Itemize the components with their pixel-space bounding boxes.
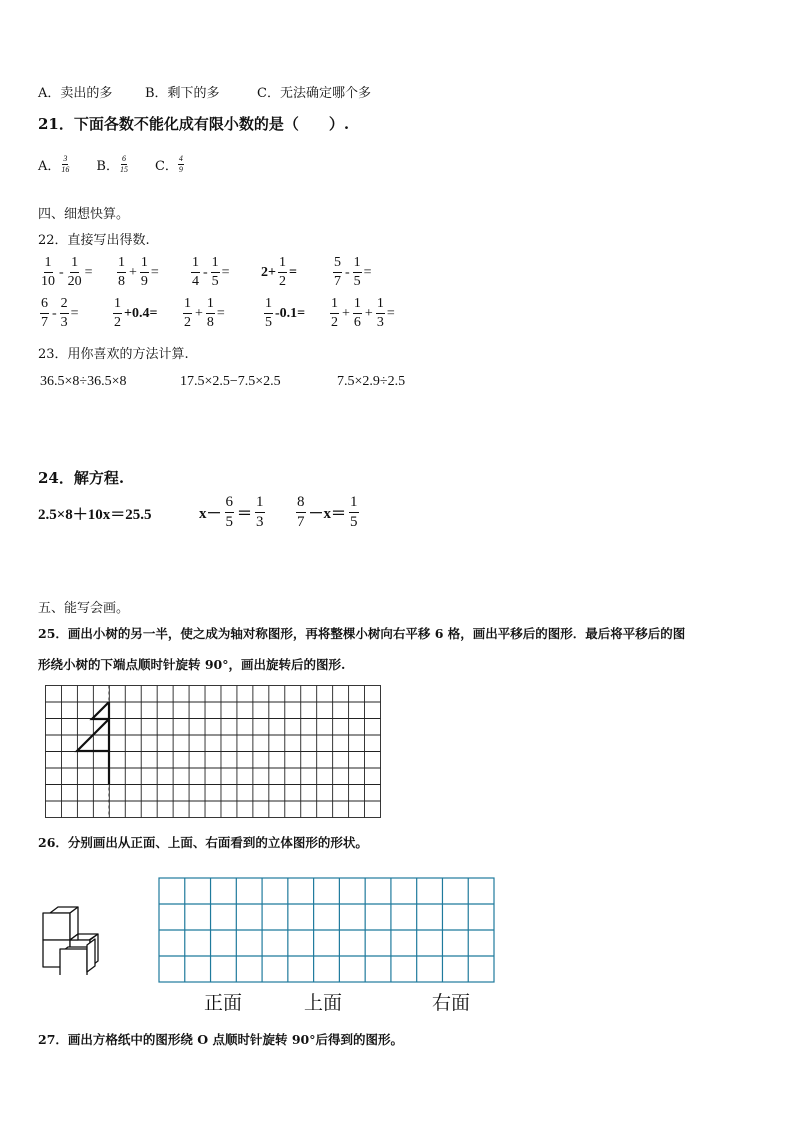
label-front-view: 正面 (204, 992, 243, 1014)
q22-r1-expr-3: $\frac{1}{4}$ - $\frac{1}{5}$ = (192, 255, 230, 289)
q23-expr-1: 36.5×8÷36.5×8 (40, 374, 127, 389)
label-top-view: 上面 (304, 992, 343, 1014)
q21-options (38, 155, 184, 174)
q22-r2-expr-5: $\frac{1}{2}$ + $\frac{1}{6}$ + $\frac{1}{3}$ = (331, 296, 395, 330)
q22-r1-expr-1: $\frac{1}{10}$ - $\frac{1}{20}$ = (41, 255, 93, 289)
label-right-view: 右面 (432, 992, 471, 1014)
q26-title: 26．分别画出从正面、上面、右面看到的立体图形的形状。 (38, 835, 368, 850)
q21-option-a-fraction: $\frac{3}{16}$ (61, 154, 70, 174)
q26-drawing-grid (158, 877, 496, 985)
q22-r2-expr-1: $\frac{6}{7}$ - $\frac{2}{3}$ = (41, 296, 79, 330)
q24-equation-2: x－ $\frac{6}{5}$ ＝ $\frac{1}{3}$ (199, 494, 264, 530)
q22-title: 22．直接写出得数. (38, 233, 150, 248)
q20-option-b: B．剩下的多 (145, 86, 220, 101)
cube-stack-figure (40, 905, 112, 975)
q23-expr-2: 17.5×2.5−7.5×2.5 (180, 374, 281, 389)
q25-text-line-2: 形绕小树的下端点顺时针旋转 90°，画出旋转后的图形. (38, 657, 346, 672)
q21-option-c-label: C． (154, 159, 178, 174)
q21-option-a-label: A． (38, 159, 61, 174)
q21-question: 21．下面各数不能化成有限小数的是（ ）. (38, 115, 350, 133)
q22-r2-expr-3: $\frac{1}{2}$ + $\frac{1}{8}$ = (184, 296, 225, 330)
q22-r1-expr-4: 2+ $\frac{1}{2}$ = (261, 255, 297, 289)
q24-equation-3: $\frac{8}{7}$ －x＝ $\frac{1}{5}$ (297, 494, 358, 530)
q25-drawing-grid (44, 684, 384, 821)
q27-title: 27．画出方格纸中的图形绕 O 点顺时针旋转 90°后得到的图形。 (38, 1032, 403, 1047)
q20-option-a: A．卖出的多 (38, 86, 113, 101)
q22-r1-expr-2: $\frac{1}{8}$ + $\frac{1}{9}$ = (118, 255, 159, 289)
section-4-title: 四、细想快算。 (38, 207, 130, 222)
q21-option-b-label: B． (96, 159, 119, 174)
q22-r2-expr-2: $\frac{1}{2}$ +0.4= (114, 296, 158, 330)
q20-option-c: C．无法确定哪个多 (257, 86, 371, 101)
q24-equation-1: 2.5×8＋10x＝25.5 (38, 507, 152, 523)
q21-option-b-fraction: $\frac{6}{15}$ (119, 154, 128, 174)
q21-option-c-fraction: $\frac{4}{9}$ (178, 154, 183, 174)
q24-title: 24．解方程. (38, 469, 125, 487)
q23-title: 23．用你喜欢的方法计算. (38, 347, 189, 362)
q22-r2-expr-4: $\frac{1}{5}$ -0.1= (265, 296, 306, 330)
section-5-title: 五、能写会画。 (38, 601, 130, 616)
q23-expr-3: 7.5×2.9÷2.5 (337, 374, 406, 389)
q25-text-line-1: 25．画出小树的另一半，使之成为轴对称图形，再将整棵小树向右平移 6 格，画出平移后的图形．最后将平移后的图 (38, 626, 686, 641)
q22-r1-expr-5: $\frac{5}{7}$ - $\frac{1}{5}$ = (334, 255, 372, 289)
